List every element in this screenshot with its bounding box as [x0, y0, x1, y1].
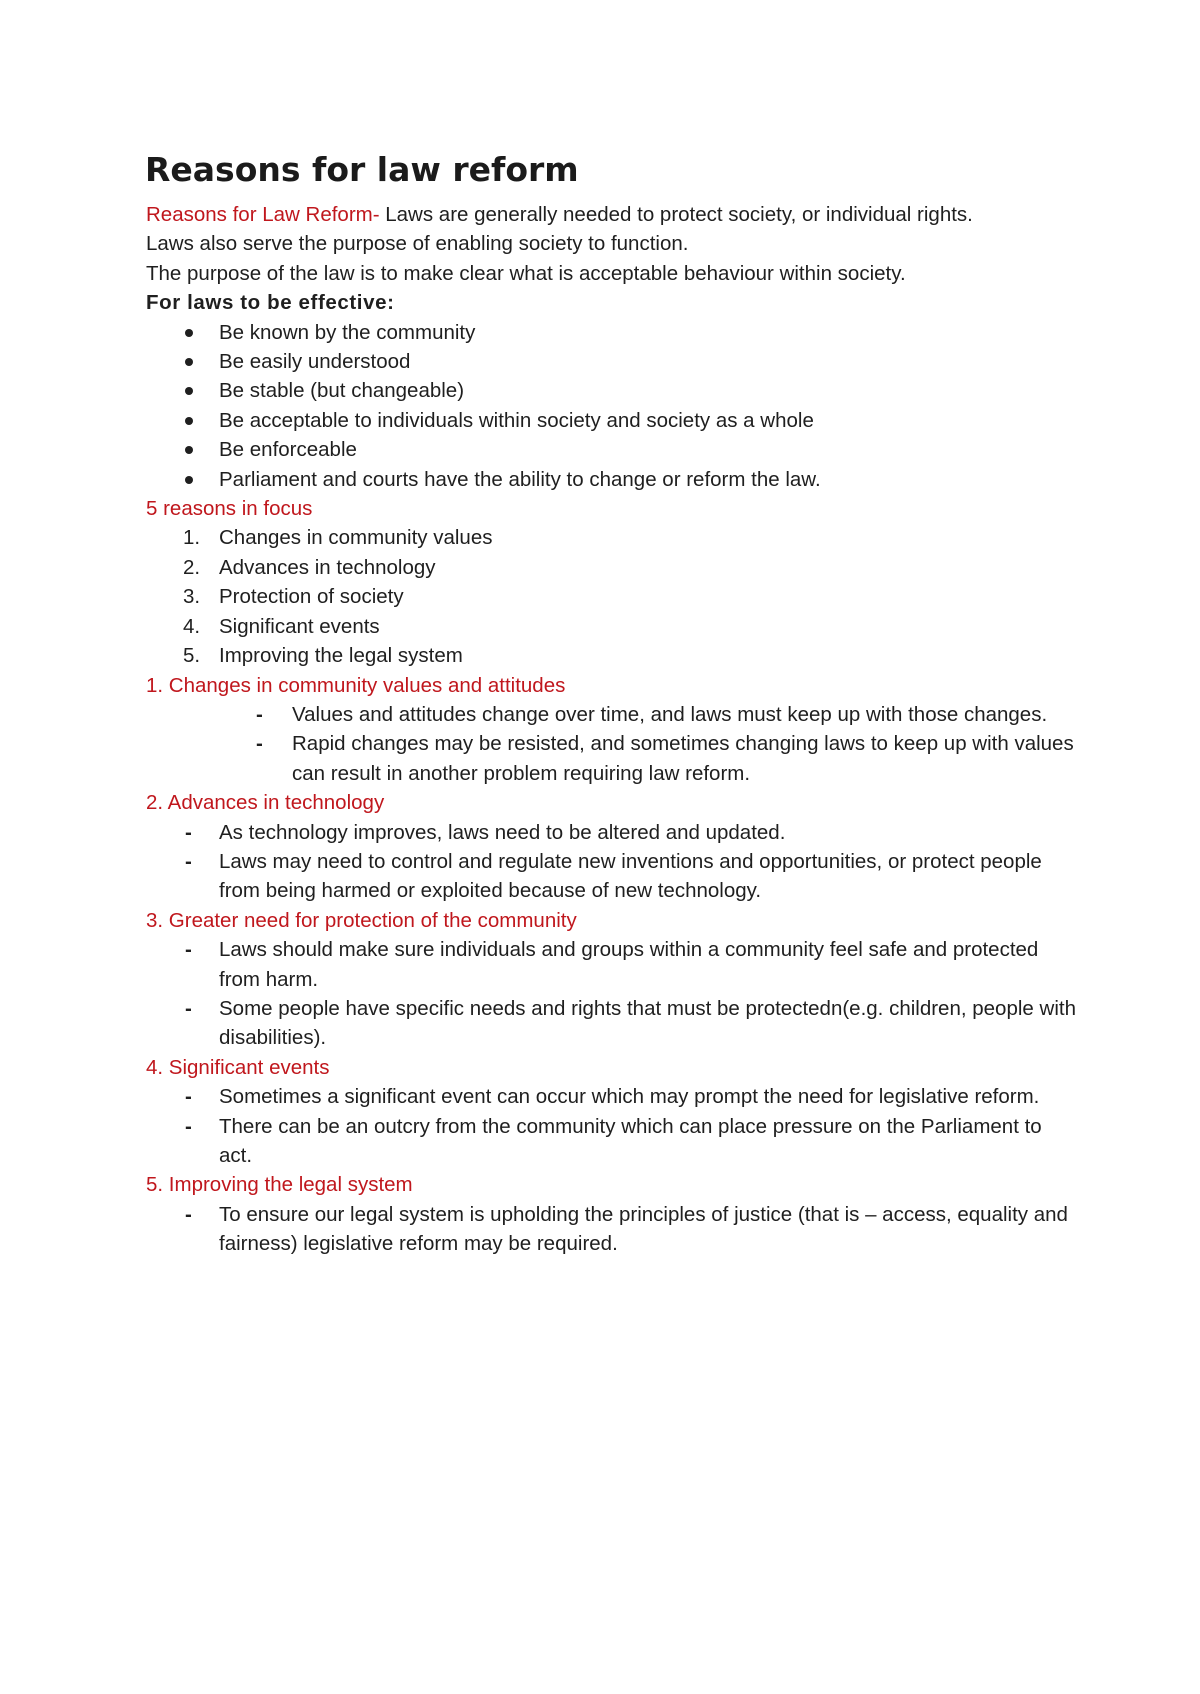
list-item [146, 700, 1076, 729]
list-item [146, 553, 1076, 582]
dash-marker: - [185, 820, 192, 844]
dash-marker: - [256, 702, 263, 726]
effective-list [146, 318, 1076, 494]
list-item-text: Be acceptable to individuals within society and society as a whole [219, 408, 814, 432]
list-item [146, 406, 1076, 435]
intro-line-3: The purpose of the law is to make clear what is acceptable behaviour within society. [146, 261, 906, 285]
list-item-text: Be easily understood [219, 350, 411, 374]
effective-heading: For laws to be effective: [146, 291, 395, 315]
section-heading-4: 4. Significant events [146, 1055, 330, 1079]
list-item-text: Sometimes a significant event can occur which may prompt the need for legislative reform. [219, 1085, 1040, 1109]
intro-lead: Reasons for Law Reform- [146, 203, 380, 226]
list-item [146, 318, 1076, 347]
list-item [146, 435, 1076, 464]
list-item-text: Be known by the community [219, 320, 476, 344]
list-item [146, 935, 1076, 994]
focus-heading: 5 reasons in focus [146, 497, 313, 521]
section-heading-3: 3. Greater need for protection of the community [146, 908, 577, 932]
list-item-text: Advances in technology [219, 555, 436, 579]
dash-marker: - [256, 732, 263, 756]
list-item-text: Laws should make sure individuals and groups within a community feel safe and protected from harm. [219, 938, 1039, 991]
intro-line-2: Laws also serve the purpose of enabling society to function. [146, 232, 689, 256]
list-item-text: As technology improves, laws need to be altered and updated. [219, 820, 786, 844]
page-title: Reasons for law reform [145, 150, 579, 189]
bullet-icon [185, 387, 193, 395]
list-number: 4. [183, 614, 201, 638]
bullet-icon [185, 358, 193, 366]
list-number: 5. [183, 644, 201, 668]
bullet-icon [185, 476, 193, 484]
list-item-text: Laws may need to control and regulate new inventions and opportunities, or protect people from being harmed or exploited because of new technology. [219, 849, 1042, 903]
list-item [146, 818, 1076, 847]
list-item [146, 347, 1076, 376]
section-heading-1: 1. Changes in community values and attitudes [146, 673, 566, 697]
list-item [146, 641, 1076, 670]
list-item [146, 1082, 1076, 1111]
list-item [146, 994, 1076, 1053]
dash-marker: - [185, 849, 192, 873]
dash-marker: - [185, 996, 192, 1020]
list-item [146, 582, 1076, 611]
list-item [146, 847, 1076, 906]
section-heading-2: 2. Advances in technology [146, 791, 385, 815]
list-item-text: Protection of society [219, 585, 404, 609]
list-item-text: Values and attitudes change over time, and laws must keep up with those changes. [292, 702, 1048, 726]
list-item [146, 612, 1076, 641]
list-item-text: Significant events [219, 614, 380, 638]
list-number: 2. [183, 555, 201, 579]
list-item-text: Be enforceable [219, 438, 357, 462]
list-item-text: Rapid changes may be resisted, and sometimes changing laws to keep up with values can result in another problem requiring law reform. [292, 732, 1074, 785]
section-3-points [146, 935, 1076, 1053]
intro-paragraph [146, 200, 1076, 229]
section-heading-5: 5. Improving the legal system [146, 1173, 413, 1197]
list-item-text: Changes in community values [219, 526, 493, 550]
dash-marker: - [185, 1202, 192, 1226]
list-item [146, 376, 1076, 405]
list-item [146, 523, 1076, 552]
bullet-icon [185, 417, 193, 425]
list-item-text: Some people have specific needs and rights that must be protectedn(e.g. children, people with disabilities). [219, 996, 1076, 1050]
section-2-points [146, 818, 1076, 906]
list-item-text: Parliament and courts have the ability to change or reform the law. [219, 467, 821, 491]
dash-marker: - [185, 938, 192, 962]
dash-marker: - [185, 1114, 192, 1138]
section-5-points [146, 1200, 1076, 1259]
list-item-text: Be stable (but changeable) [219, 379, 465, 403]
bullet-icon [185, 329, 193, 337]
list-item [146, 1112, 1076, 1171]
list-item-text: There can be an outcry from the community which can place pressure on the Parliament to act. [219, 1114, 1042, 1167]
intro-lead-rest: Laws are generally needed to protect society, or individual rights. [379, 203, 973, 226]
dash-marker: - [185, 1085, 192, 1109]
list-item-text: Improving the legal system [219, 644, 463, 668]
list-number: 1. [183, 526, 201, 550]
list-item [146, 729, 1076, 788]
section-1-points [146, 700, 1076, 788]
section-4-points [146, 1082, 1076, 1170]
list-item [146, 1200, 1076, 1259]
list-item [146, 465, 1076, 494]
list-number: 3. [183, 585, 201, 609]
list-item-text: To ensure our legal system is upholding the principles of justice (that is – access, equality and fairness) legislative reform may be required. [219, 1202, 1068, 1256]
focus-list [146, 523, 1076, 670]
document-body [146, 150, 1076, 1259]
bullet-icon [185, 446, 193, 454]
